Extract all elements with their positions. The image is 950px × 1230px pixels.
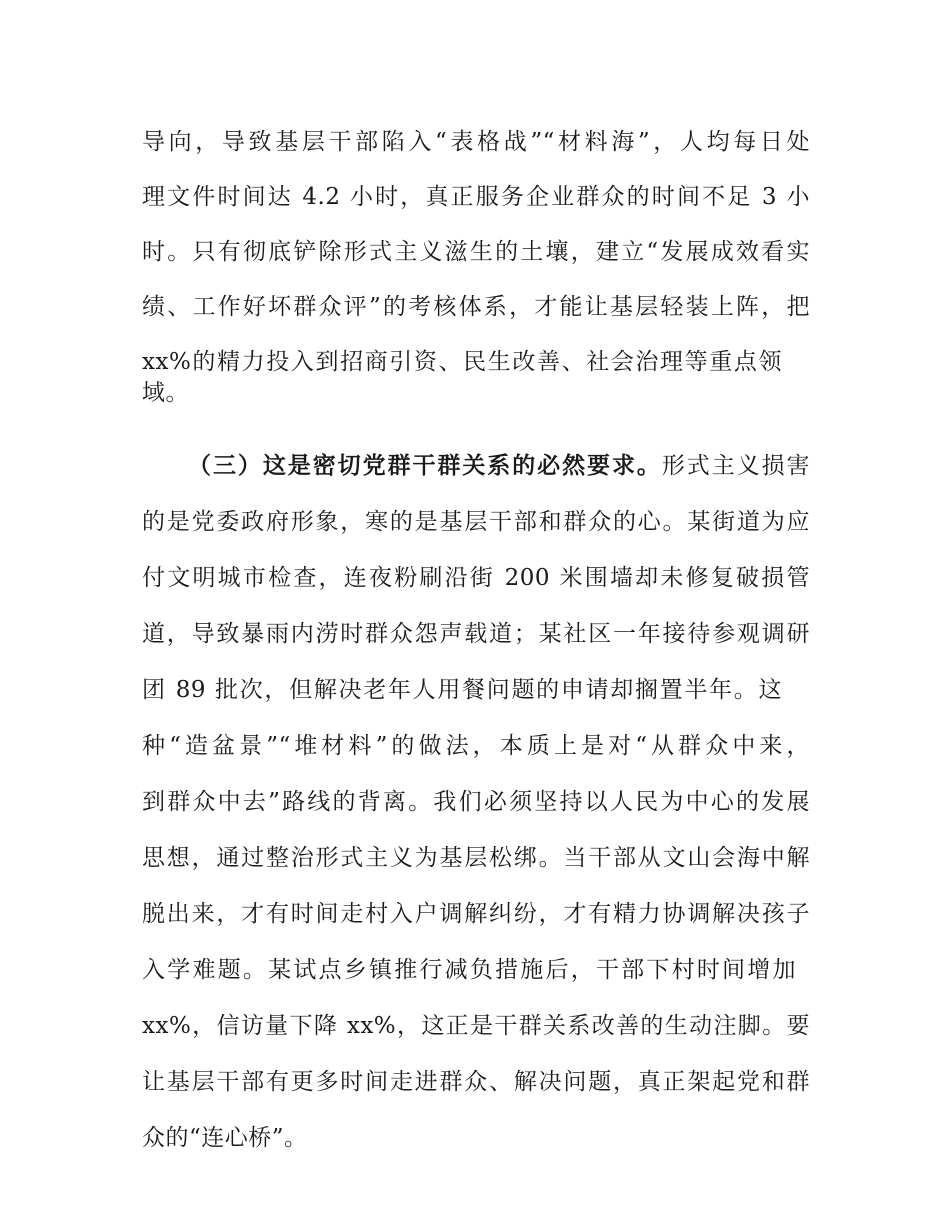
- paragraph2-line-10: 入学难题。某试点乡镇推行减负措施后，干部下村时间增加: [142, 957, 796, 983]
- paragraph2-line-3: 付文明城市检查，连夜粉刷沿街 200 米围墙却未修复破损管: [142, 565, 810, 591]
- paragraph1-line-2: 理文件时间达 4.2 小时，真正服务企业群众的时间不足 3 小: [142, 184, 810, 210]
- paragraph2-line-13: 众的“连心桥”。: [142, 1125, 308, 1151]
- paragraph2-line-4: 道，导致暴雨内涝时群众怨声载道；某社区一年接待参观调研: [142, 621, 810, 647]
- paragraph2-line-7: 到群众中去”路线的背离。我们必须坚持以人民为中心的发展: [142, 789, 810, 815]
- paragraph2-line-9: 脱出来，才有时间走村入户调解纠纷，才有精力协调解决孩子: [142, 901, 810, 927]
- paragraph1-line-6: 域。: [142, 380, 189, 406]
- paragraph2-first-line: [188, 451, 810, 481]
- paragraph2-line-2: 的是党委政府形象，寒的是基层干部和群众的心。某街道为应: [142, 509, 810, 535]
- paragraph2-line-12: 让基层干部有更多时间走进群众、解决问题，真正架起党和群: [142, 1069, 810, 1095]
- paragraph1-line-3: 时。只有彻底铲除形式主义滋生的土壤，建立“发展成效看实: [142, 239, 810, 265]
- paragraph2-line-6: 种“造盆景”“堆材料”的做法，本质上是对“从群众中来，: [142, 733, 810, 759]
- paragraph1-line-4: 绩、工作好坏群众评”的考核体系，才能让基层轻装上阵，把: [142, 294, 810, 320]
- paragraph2-line-8: 思想，通过整治形式主义为基层松绑。当干部从文山会海中解: [142, 845, 810, 871]
- paragraph1-line-1: 导向，导致基层干部陷入“表格战”“材料海”，人均每日处: [142, 129, 810, 155]
- paragraph2-line-11: xx%，信访量下降 xx%，这正是干群关系改善的生动注脚。要: [142, 1013, 810, 1039]
- paragraph2-first-line-rest: 形式主义损害: [661, 453, 810, 479]
- paragraph1-line-5: xx%的精力投入到招商引资、民生改善、社会治理等重点领: [142, 349, 782, 375]
- section-heading: （三）这是密切党群干群关系的必然要求。: [188, 452, 662, 479]
- paragraph2-line-5: 团 89 批次，但解决老年人用餐问题的申请却搁置半年。这: [142, 677, 782, 703]
